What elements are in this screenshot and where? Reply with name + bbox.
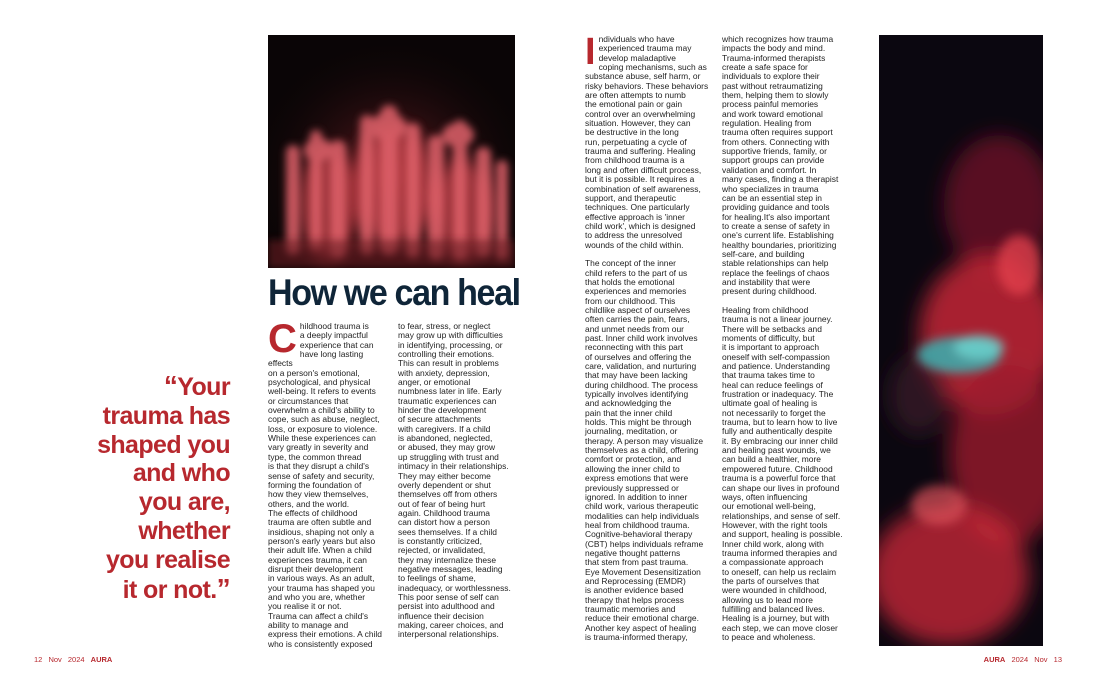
column-text: which recognizes how trauma impacts the body and mind. Trauma-informed therapists create a safe space for individuals to explore their past without retraumatizing them, helping them to slowly process painful memories and work toward emotional regulation. Healing from trauma often requires support from others. Connecting with supportive friends, family, or support groups can provide validation and comfort. In many cases, finding a therapist who specializes in trauma can be an essential step in providing guidance and tools for healing.It's also important to create a sense of safety in one's current life. Establishing healthy boundaries, prioritizing self-care, and building stable relationships can help replace the feelings of chaos and instability that were present during childhood. Healing from childhood trauma is not a linear journey. There will be setbacks and moments of difficulty, but it is important to approach oneself with self-compassion and patience. Understanding that trauma takes time to heal can reduce feelings of frustration or inadequacy. The ultimate goal of healing is not necessarily to forget the trauma, but to learn how to live fully and authentically despite it. By embracing our inner child and healing past wounds, we can build a healthier, more empowered future. Childhood trauma is a powerful force that can shape our lives in profound ways, often influencing our emotional well-being, relationships, and sense of self. However, with the right tools and support, healing is possible. Inner child work, along with trauma informed therapies and a compassionate approach to oneself, can help us reclaim the parts of ourselves that were wounded in childhood, allowing us to lead more fulfilling and balanced lives. Healing is a journey, but with each step, we can move closer to peace and wholeness. (722, 34, 843, 642)
close-quote-mark: ” (216, 572, 230, 604)
pull-quote-text: Your trauma has shaped you and who you are, whether you realise it or not. (97, 373, 230, 604)
magazine-name: AURA (983, 655, 1006, 664)
drop-cap: C (268, 317, 297, 361)
article-headline: How we can heal (268, 272, 520, 313)
open-quote-mark: “ (163, 370, 178, 401)
column-text: hildhood trauma is a deeply impactful experience that can have long lasting effects on a person's emotional, psychological, and physical well-being. It refers to events or circumstances that overwhelm a child's ability to cope, such as abuse, neglect, loss, or exposure to violence. While these experiences can vary greatly in severity and type, the common thread is that they disrupt a child's sense of safety and security, forming the foundation of how they view themselves, others, and the world. The effects of childhood trauma are often subtle and insidious, shaping not only a person's early years but also their adult life. When a child experiences trauma, it can disrupt their development in various ways. As an adult, your trauma has shaped you and who you are, whether you realise it or not. Trauma can affect a child's ability to manage and express their emotions. A child who is consistently exposed (268, 321, 382, 649)
article-column-4 (722, 35, 852, 642)
page-number: 12 (34, 655, 43, 664)
pull-quote (96, 372, 230, 604)
blurred-figure-photo (879, 35, 1043, 646)
folio-month: Nov (1034, 655, 1048, 664)
magazine-name: AURA (90, 655, 113, 664)
folio-right (984, 655, 1066, 664)
page-number: 13 (1053, 655, 1062, 664)
folio-year: 2024 (67, 655, 85, 664)
column-text: ndividuals who have experienced trauma may develop maladaptive coping mechanisms, such as substance abuse, self harm, or risky behaviors. These behaviors are often attempts to numb the emotional pain or gain control over an overwhelming situation. However, they can be destructive in the long run, perpetuating a cycle of trauma and suffering. Healing from childhood trauma is a long and often difficult process, but it is possible. It requires a combination of self awareness, support, and therapeutic techniques. One particularly effective approach is 'inner child work', which is designed to address the unresolved wounds of the child within. The concept of the inner child refers to the part of us that holds the emotional experiences and memories from our childhood. This childlike aspect of ourselves often carries the pain, fears, and unmet needs from our past. Inner child work involves reconnecting with this part of ourselves and offering the care, validation, and nurturing that may have been lacking during childhood. The process typically involves identifying and acknowledging the pain that the inner child holds. This might be through journaling, meditation, or therapy. A person may visualize themselves as a child, offering comfort or protection, and allowing the inner child to express emotions that were previously suppressed or ignored. In addition to inner child work, various therapeutic modalities can help individuals heal from childhood trauma. Cognitive-behavioral therapy (CBT) helps individuals reframe negative thought patterns that stem from past trauma. Eye Movement Desensitization and Reprocessing (EMDR) is another evidence based therapy that helps process traumatic memories and reduce their emotional charge. Another key aspect of healing is trauma-informed therapy, (585, 34, 709, 642)
drop-cap: I (585, 31, 596, 73)
column-text: to fear, stress, or neglect may grow up with difficulties in identifying, processing, or controlling their emotions. This can result in problems with anxiety, depression, anger, or emotional numbness later in life. Early traumatic experiences can hinder the development of secure attachments with caregivers. If a child is abandoned, neglected, or abused, they may grow up struggling with trust and intimacy in their relationships. They may either become overly dependent or shut themselves off from others out of fear of being hurt again. Childhood trauma can distort how a person sees themselves. If a child is constantly criticized, rejected, or invalidated, they may internalize these negative messages, leading to feelings of shame, inadequacy, or worthlessness. This poor sense of self can persist into adulthood and influence their decision making, career choices, and interpersonal relationships. (398, 321, 511, 640)
article-column-3 (585, 31, 710, 642)
hands-photo-art (268, 35, 515, 268)
hands-photo (268, 35, 515, 268)
article-column-2 (398, 322, 520, 640)
folio-month: Nov (48, 655, 62, 664)
article-column-1 (268, 317, 388, 649)
blurred-figure-art (879, 35, 1043, 646)
folio-year: 2024 (1011, 655, 1029, 664)
folio-left (34, 655, 112, 664)
